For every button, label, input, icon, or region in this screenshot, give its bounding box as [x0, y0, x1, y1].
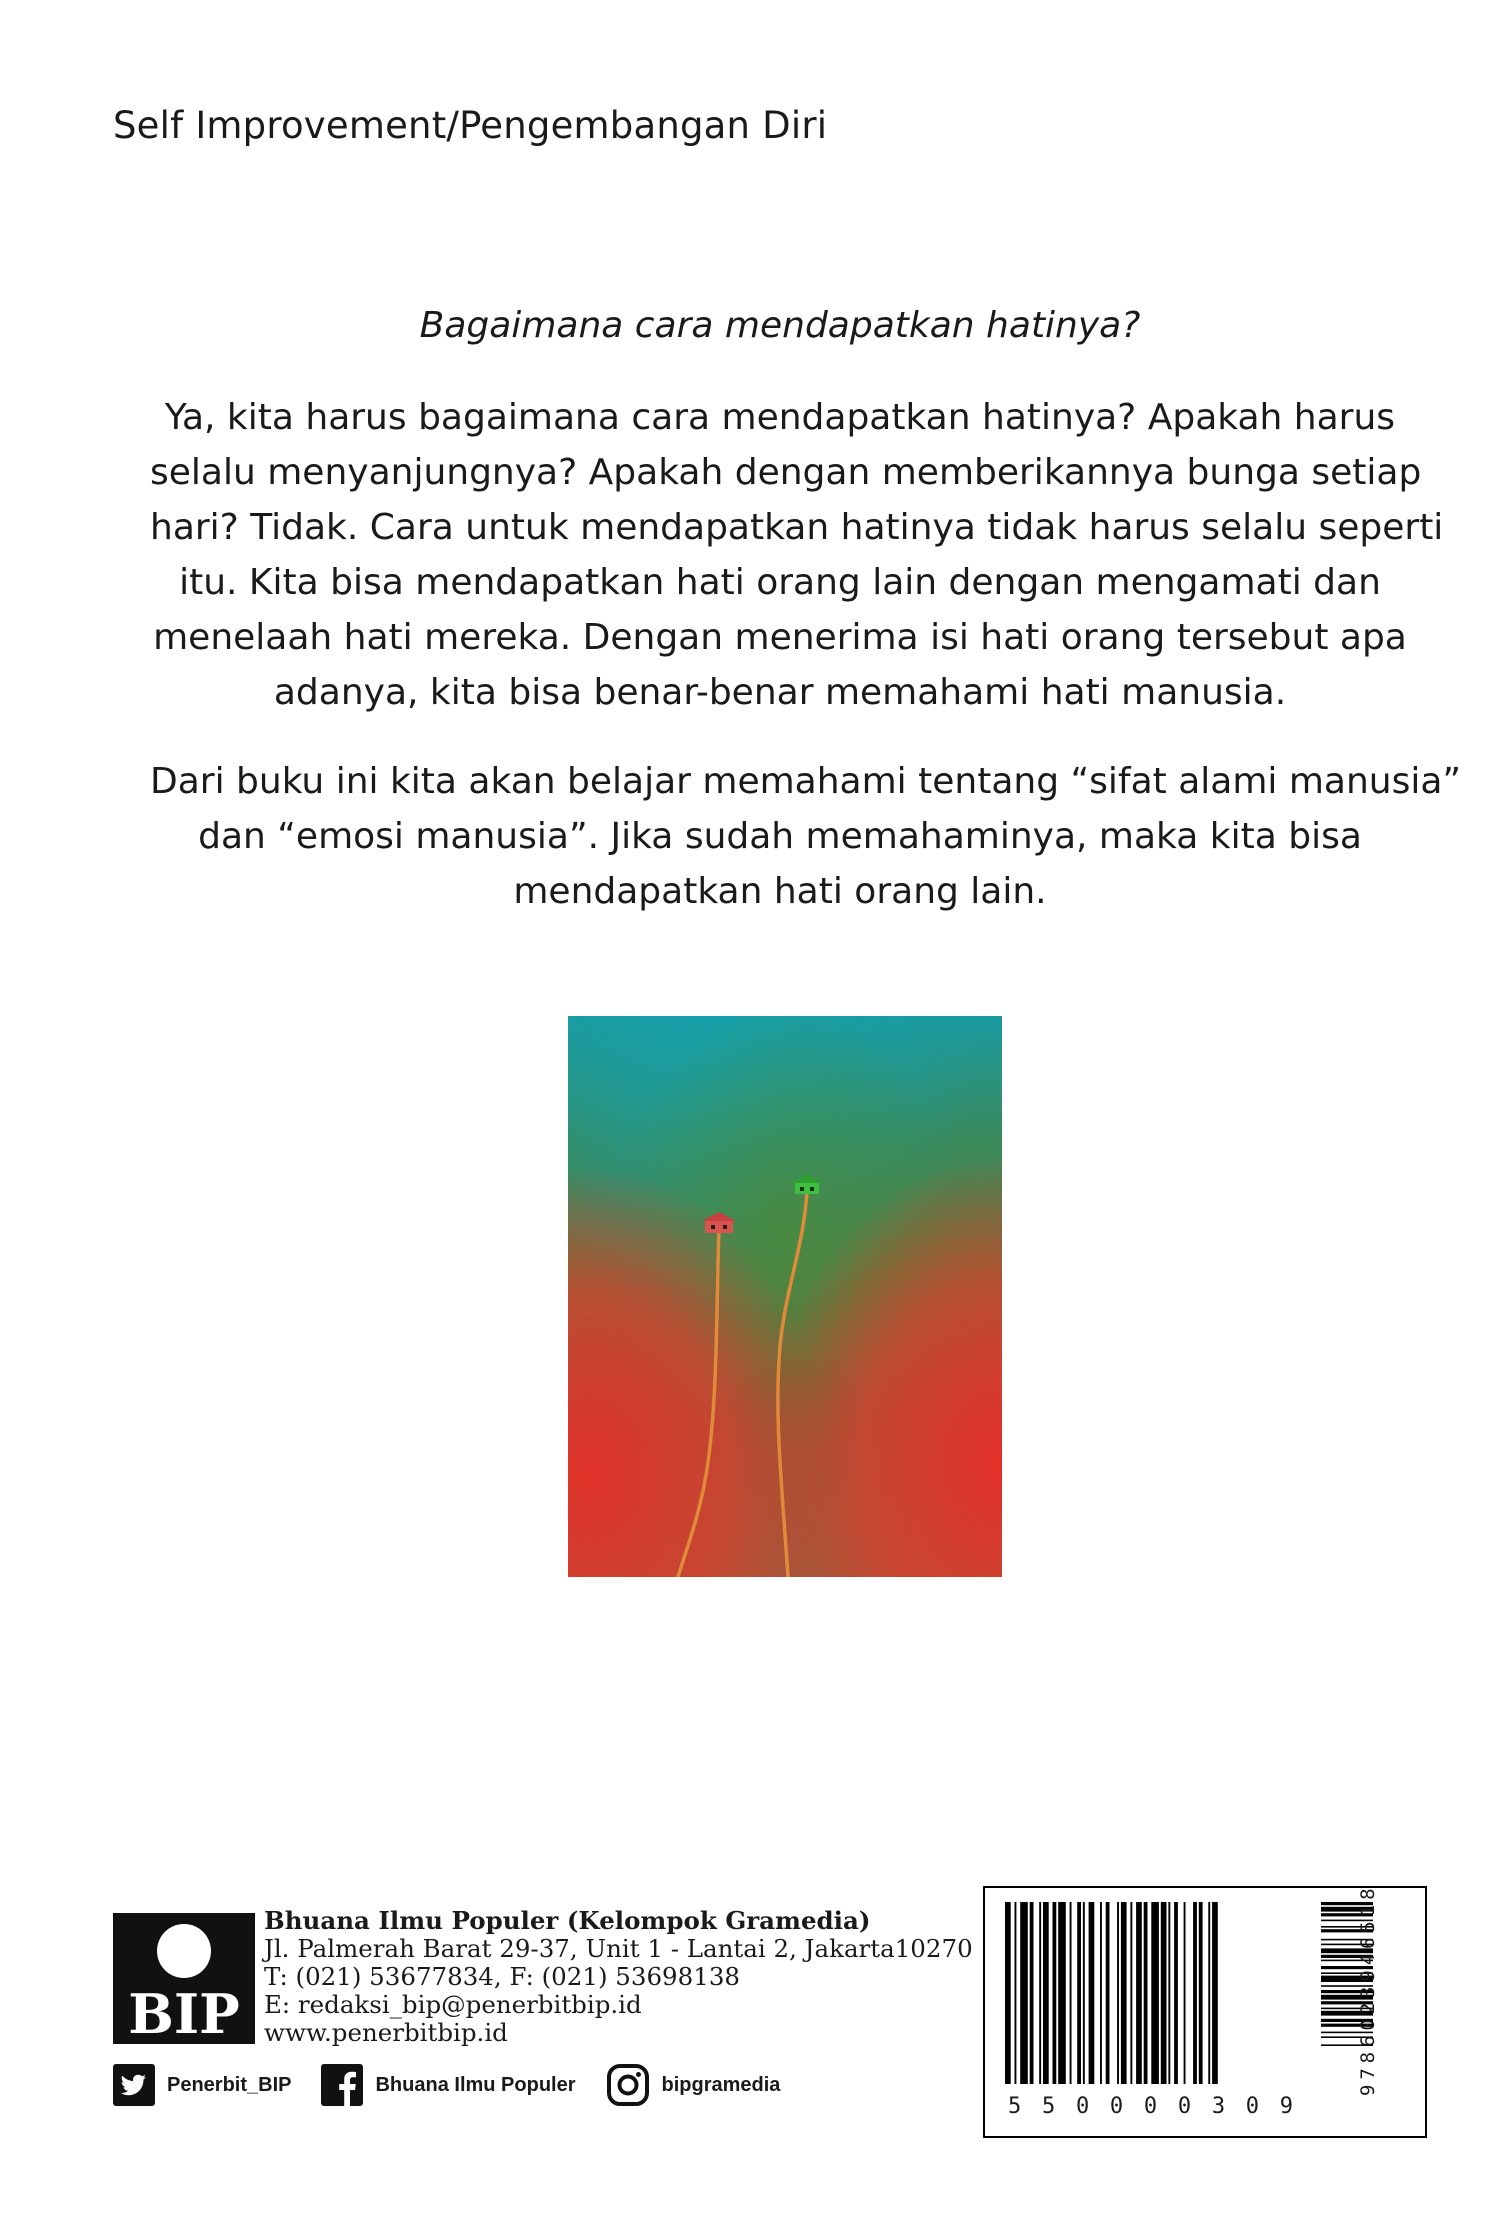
barcode-bar: [1015, 1902, 1017, 2084]
paragraph-line: menelaah hati mereka. Dengan menerima isi hati orang tersebut apa: [153, 617, 1407, 658]
barcode-left-digits: [1008, 2094, 1293, 2119]
barcode-bar: [1130, 1902, 1132, 2084]
publisher-website: www.penerbitbip.id: [264, 2018, 508, 2047]
publisher-phone: T: (021) 53677834, F: (021) 53698138: [264, 1962, 740, 1991]
barcode-bar: [1100, 1902, 1102, 2084]
barcode-bar: [1151, 1902, 1159, 2084]
blurb-paragraph-2: [150, 754, 1462, 919]
social-twitter: [113, 2064, 291, 2106]
barcode-bar: [1030, 1902, 1034, 2084]
barcode-bar: [1121, 1902, 1127, 2084]
barcode-bar: [1083, 1902, 1085, 2084]
social-facebook: [321, 2064, 575, 2106]
barcode-digit: 0: [1177, 2094, 1192, 2119]
barcode-bar: [1212, 1902, 1218, 2084]
paragraph-line: hari? Tidak. Cara untuk mendapatkan hatinya tidak harus selalu seperti: [150, 507, 1444, 548]
barcode-bar: [1077, 1902, 1081, 2084]
barcode-bar: [1039, 1902, 1041, 2084]
barcode-digit: 0: [1245, 2094, 1260, 2119]
barcode-bar: [1144, 1902, 1148, 2084]
instagram-icon: [606, 2063, 650, 2107]
paragraph-line: Dari buku ini kita akan belajar memahami tentang “sifat alami manusia”: [150, 761, 1462, 802]
paragraph-line: adanya, kita bisa benar-benar memahami hati manusia.: [273, 672, 1287, 713]
barcode-bar: [1184, 1902, 1186, 2084]
paragraph-line: mendapatkan hati orang lain.: [513, 871, 1047, 912]
category-label: Self Improvement/Pengembangan Diri: [113, 104, 828, 147]
blurb-tagline: Bagaimana cara mendapatkan hatinya?: [419, 305, 1141, 346]
facebook-handle: Bhuana Ilmu Populer: [375, 2073, 576, 2096]
barcode-digit: 0: [1109, 2094, 1124, 2119]
barcode-bar: [1168, 1902, 1170, 2084]
barcode-bar: [1136, 1902, 1142, 2084]
publisher-address: Jl. Palmerah Barat 29-37, Unit 1 - Lantai 2, Jakarta10270: [264, 1934, 973, 1963]
barcode-bar: [1199, 1902, 1203, 2084]
instagram-handle: bipgramedia: [661, 2073, 781, 2096]
paragraph-line: Ya, kita harus bagaimana cara mendapatkan hatinya? Apakah harus: [164, 397, 1396, 438]
barcode-bar: [1005, 1902, 1011, 2084]
barcode-digit: 0: [1143, 2094, 1158, 2119]
social-instagram: [606, 2063, 781, 2107]
facebook-icon: [321, 2064, 363, 2106]
barcode-bar: [1089, 1902, 1095, 2084]
barcode-digit: 5: [1041, 2094, 1056, 2119]
paragraph-line: itu. Kita bisa mendapatkan hati orang lain dengan mengamati dan: [179, 562, 1381, 603]
bip-logo: [113, 1913, 255, 2044]
barcode-bar: [1174, 1902, 1178, 2084]
barcode-panel: [983, 1883, 1427, 2138]
barcode-digit: 0: [1075, 2094, 1090, 2119]
barcode-digit: 3: [1211, 2094, 1226, 2119]
barcode-digit: 9: [1279, 2094, 1293, 2119]
publisher-name: Bhuana Ilmu Populer (Kelompok Gramedia): [264, 1906, 871, 1935]
barcode-bar: [1161, 1902, 1167, 2084]
artwork-illustration: [568, 1016, 1002, 1577]
publisher-email: E: redaksi_bip@penerbitbip.id: [264, 1990, 642, 2019]
barcode-bar: [1053, 1902, 1057, 2084]
paragraph-line: dan “emosi manusia”. Jika sudah memahaminya, maka kita bisa: [198, 816, 1362, 857]
barcode-bar: [1043, 1902, 1049, 2084]
twitter-icon: [113, 2064, 155, 2106]
twitter-handle: Penerbit_BIP: [167, 2073, 292, 2096]
publisher-info: [264, 1907, 973, 2047]
logo-text: BIP: [128, 1982, 240, 2044]
barcode-bar: [1106, 1902, 1110, 2084]
barcode-bar: [1117, 1902, 1119, 2084]
barcode-digit: 5: [1008, 2094, 1022, 2119]
paragraph-line: selalu menyanjungnya? Apakah dengan memberikannya bunga setiap: [150, 452, 1422, 493]
isbn-number: 9786023946518: [1357, 1883, 1379, 2096]
social-links: [113, 2062, 810, 2108]
barcode-bar: [1020, 1902, 1028, 2084]
blurb-paragraph-1: [150, 390, 1444, 720]
barcode-bar: [1208, 1902, 1210, 2084]
barcode-bar: [1058, 1902, 1066, 2084]
barcode-bar: [1193, 1902, 1197, 2084]
cover-artwork: [568, 1016, 1002, 1577]
barcode-bar: [1070, 1902, 1072, 2084]
